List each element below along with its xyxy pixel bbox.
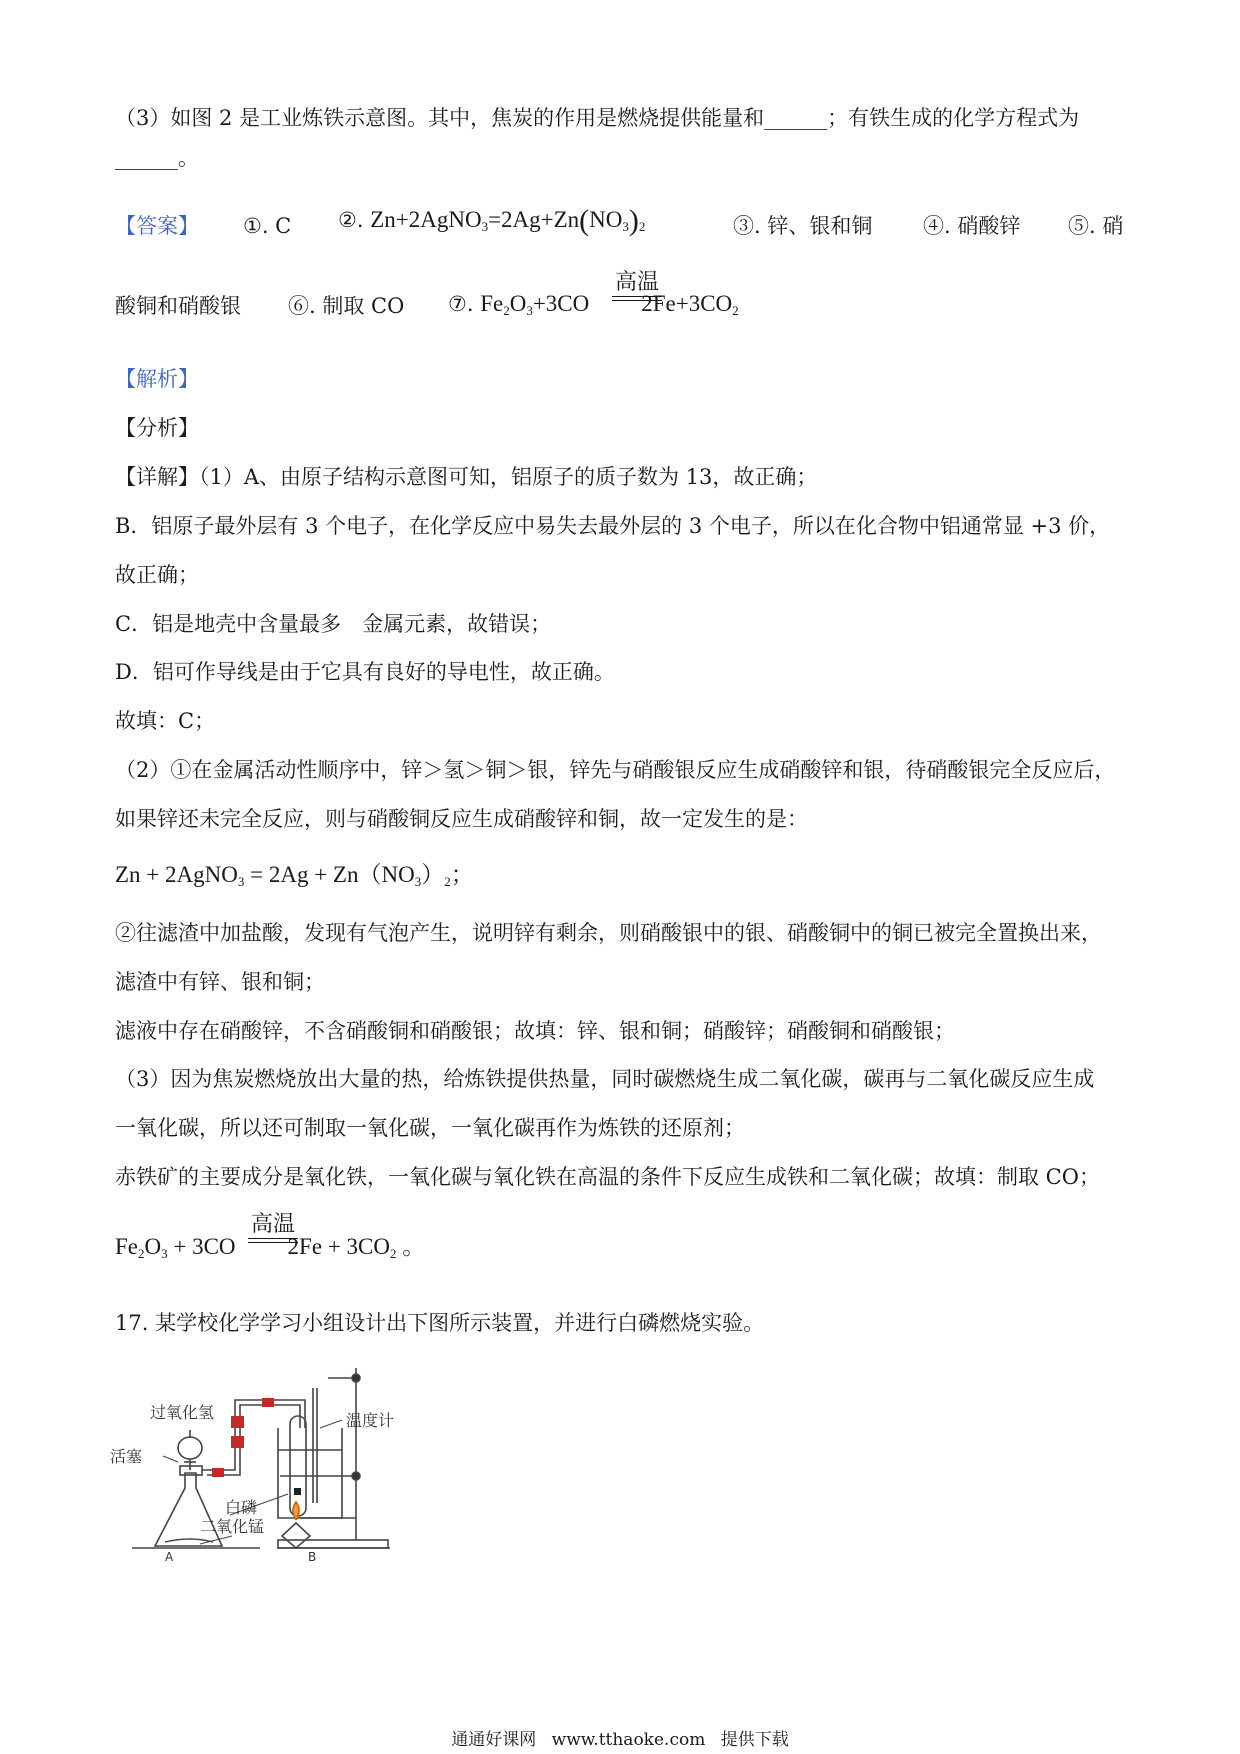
detail-line-6: 故填：C； — [115, 709, 216, 733]
figure-label-thermometer: 温度计 — [346, 1411, 395, 1430]
detail-line-10: 滤渣中有锌、银和铜； — [115, 970, 325, 994]
answer-5-end: 酸铜和硝酸银 — [115, 294, 241, 318]
apparatus-figure — [110, 1358, 450, 1563]
answer-4: ④. 硝酸锌 — [923, 214, 1021, 238]
detail-line-8: 如果锌还未完全反应，则与硝酸铜反应生成硝酸锌和铜，故一定发生的是： — [115, 807, 808, 831]
detail-line-11: 滤液中存在硝酸锌，不含硝酸铜和硝酸银；故填：锌、银和铜；硝酸锌；硝酸铜和硝酸银； — [115, 1019, 955, 1043]
answer-7-condition: 高温 — [612, 271, 662, 301]
answer-2-equation: $Zn+2AgNO_3=2Ag+Zn(NO_3)_2$ — [370, 204, 646, 237]
analysis-tag: 【解析】 — [115, 367, 199, 391]
footer-url[interactable]: www.tthaoke.com — [551, 1730, 706, 1750]
answer-6: ⑥. 制取 CO — [288, 294, 405, 318]
answer-1: ①. C — [243, 214, 292, 238]
figure-label-stopcock: 活塞 — [110, 1447, 143, 1466]
question-17: 17. 某学校化学学习小组设计出下图所示装置，并进行白磷燃烧实验。 — [115, 1311, 765, 1335]
figure-label-mno2: 二氧化锰 — [200, 1517, 265, 1536]
detail-line-3: 故正确； — [115, 563, 199, 587]
answer-tag: 【答案】 — [115, 214, 199, 238]
figure-label-phosphorus: 白磷 — [225, 1498, 258, 1517]
answer-2: ②. $Zn+2AgNO_3=2Ag+Zn(NO_3)_2$ — [338, 204, 646, 237]
question-3-prompt: （3）如图 2 是工业炼铁示意图。其中，焦炭的作用是燃烧提供能量和______；有铁生成的化学方程式为 — [115, 106, 1080, 130]
detail-equation-2: $Fe_2O_3 + 3CO$ $2Fe + 3CO_2$ 。 — [115, 1234, 426, 1261]
footer-note: 提供下载 — [720, 1730, 789, 1750]
detail-line-14: 赤铁矿的主要成分是氧化铁，一氧化碳与氧化铁在高温的条件下反应生成铁和二氧化碳；故填：制取 CO； — [115, 1165, 1100, 1189]
detail-line-9: ②往滤渣中加盐酸，发现有气泡产生，说明锌有剩余，则硝酸银中的银、硝酸铜中的铜已被完全置换出来， — [115, 921, 1102, 945]
detail-line-7: （2）①在金属活动性顺序中，锌＞氢＞铜＞银，锌先与硝酸银反应生成硝酸锌和银，待硝酸银完全反应后， — [115, 758, 1116, 782]
detail-equation-2-condition: 高温 — [248, 1213, 298, 1243]
detail-line-2: B．铝原子最外层有 3 个电子，在化学反应中易失去最外层的 3 个电子，所以在化合物中铝通常显 +3 价， — [115, 514, 1111, 538]
detail-equation-1: Zn + 2AgNO$_3$ = $2Ag + Zn(NO_3)_2$； — [115, 862, 474, 889]
detail-line-12: （3）因为焦炭燃烧放出大量的热，给炼铁提供热量，同时碳燃烧生成二氧化碳，碳再与二氧化碳反应生成 — [115, 1067, 1095, 1091]
answer-3: ③. 锌、银和铜 — [733, 214, 873, 238]
answer-5-start: ⑤. 硝 — [1068, 214, 1124, 238]
answer-7: ⑦. $Fe_2O_3+3CO$ $2Fe+3CO_2$ — [448, 291, 739, 318]
page-footer — [0, 1725, 1240, 1750]
detail-line-4: C．铝是地壳中含量最多 金属元素，故错误； — [115, 612, 552, 636]
answer-7-equation: $Fe_2O_3+3CO$ $2Fe+3CO_2$ — [480, 291, 739, 318]
detail-line-5: D．铝可作导线是由于它具有良好的导电性，故正确。 — [115, 660, 615, 684]
figure-label-b: B — [308, 1550, 317, 1563]
fenxi-tag: 【分析】 — [115, 416, 199, 440]
question-3-prompt-cont: ______。 — [115, 146, 199, 170]
detail-line-13: 一氧化碳，所以还可制取一氧化碳，一氧化碳再作为炼铁的还原剂； — [115, 1116, 745, 1140]
figure-label-a: A — [165, 1550, 174, 1563]
footer-site-name: 通通好课网 — [451, 1730, 537, 1750]
apparatus-diagram — [110, 1358, 450, 1563]
detail-line-1: 【详解】（1）A、由原子结构示意图可知，铝原子的质子数为 13，故正确； — [115, 465, 818, 489]
figure-label-h2o2: 过氧化氢 — [150, 1403, 215, 1422]
